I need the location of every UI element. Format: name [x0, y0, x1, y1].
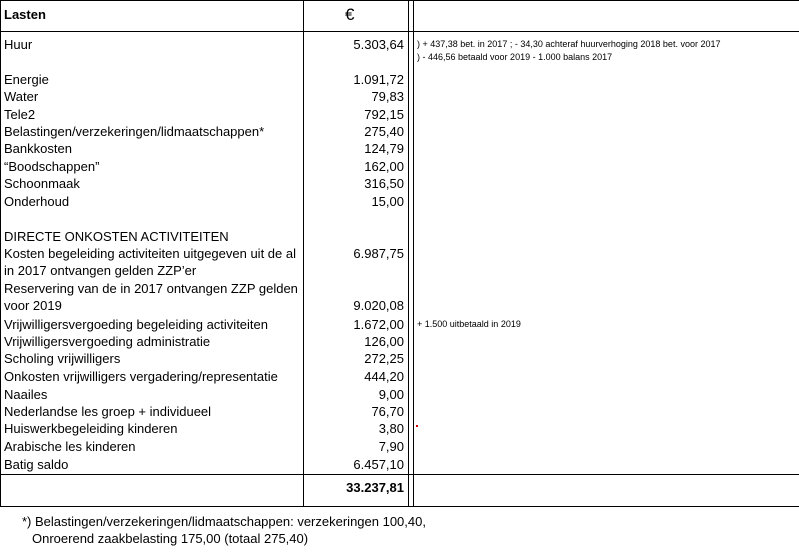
row-onderhoud-label: Onderhoud [4, 194, 70, 209]
row-energie-amount: 1.091,72 [353, 72, 404, 87]
row-onkosten-vrijwilligers-amount: 444,20 [364, 369, 404, 384]
row-water-label: Water [4, 89, 39, 104]
red-mark [416, 425, 418, 427]
row-belastingen-amount: 275,40 [364, 124, 404, 139]
total-amount: 33.237,81 [346, 480, 404, 495]
row-huiswerkbegeleiding-label: Huiswerkbegeleiding kinderen [4, 421, 178, 436]
table-bottom-border [0, 506, 799, 507]
row-vrijwilligers-begeleiding-label: Vrijwilligersvergoeding begeleiding activiteiten [4, 317, 268, 332]
row-boodschappen-amount: 162,00 [364, 159, 404, 174]
currency-symbol: € [345, 5, 355, 24]
row-scholing-label: Scholing vrijwilligers [4, 351, 121, 366]
row-huiswerkbegeleiding-amount: 3,80 [378, 421, 404, 436]
row-vrijwilligers-administratie-amount: 126,00 [364, 334, 404, 349]
row-vrijwilligers-administratie-label: Vrijwilligersvergoeding administratie [4, 334, 211, 349]
reservering-amount: 9.020,08 [353, 298, 404, 313]
table-top-border [0, 0, 799, 1]
body-bottom-border [0, 474, 799, 475]
row-nederlandse-les-amount: 76,70 [371, 404, 404, 419]
amount-column-divider-2 [413, 0, 414, 507]
row-tele2-amount: 792,15 [364, 107, 404, 122]
row-boodschappen-label: “Boodschappen” [4, 159, 100, 174]
row-arabische-les-label: Arabische les kinderen [4, 439, 136, 454]
row-schoonmaak-amount: 316,50 [364, 176, 404, 191]
row-bankkosten-label: Bankkosten [4, 141, 72, 156]
row-naailes-amount: 9,00 [378, 387, 404, 402]
label-column-divider [303, 0, 304, 507]
kosten-begeleiding-amount: 6.987,75 [353, 246, 404, 261]
row-water-amount: 79,83 [371, 89, 404, 104]
row-batig-saldo-amount: 6.457,10 [353, 457, 404, 472]
row-onkosten-vrijwilligers-label: Onkosten vrijwilligers vergadering/representatie [4, 369, 278, 384]
amount-column-divider-1 [408, 0, 409, 507]
vrijwilligers-note: + 1.500 uitbetaald in 2019 [417, 319, 521, 329]
kosten-begeleiding-label-1: Kosten begeleiding activiteiten uitgegeven uit de al [4, 246, 296, 261]
header-bottom-border [0, 31, 799, 32]
row-belastingen-label: Belastingen/verzekeringen/lidmaatschappen* [4, 124, 265, 139]
row-huur-label: Huur [4, 37, 33, 52]
row-arabische-les-amount: 7,90 [378, 439, 404, 454]
reservering-label-2: voor 2019 [4, 298, 62, 313]
left-border [0, 0, 1, 507]
row-onderhoud-amount: 15,00 [371, 194, 404, 209]
row-bankkosten-amount: 124,79 [364, 141, 404, 156]
footnote-line-2: Onroerend zaakbelasting 175,00 (totaal 275,40) [32, 531, 309, 546]
kosten-begeleiding-label-2: in 2017 ontvangen gelden ZZP’er [4, 263, 197, 278]
row-batig-saldo-label: Batig saldo [4, 457, 69, 472]
row-scholing-amount: 272,25 [364, 351, 404, 366]
section-title: DIRECTE ONKOSTEN ACTIVITEITEN [4, 229, 229, 244]
reservering-label-1: Reservering van de in 2017 ontvangen ZZP gelden [4, 281, 298, 296]
row-vrijwilligers-begeleiding-amount: 1.672,00 [353, 317, 404, 332]
row-tele2-label: Tele2 [4, 107, 36, 122]
row-huur-amount: 5.303,64 [353, 37, 404, 52]
row-schoonmaak-label: Schoonmaak [4, 176, 80, 191]
huur-note-2: ) - 446,56 betaald voor 2019 - 1.000 balans 2017 [417, 52, 613, 62]
header-title: Lasten [4, 7, 46, 22]
footnote-line-1: *) Belastingen/verzekeringen/lidmaatschappen: verzekeringen 100,40, [22, 514, 426, 529]
row-energie-label: Energie [4, 72, 49, 87]
huur-note-1: ) + 437,38 bet. in 2017 ; - 34,30 achteraf huurverhoging 2018 bet. voor 2017 [417, 39, 721, 49]
row-nederlandse-les-label: Nederlandse les groep + individueel [4, 404, 212, 419]
row-naailes-label: Naailes [4, 387, 48, 402]
